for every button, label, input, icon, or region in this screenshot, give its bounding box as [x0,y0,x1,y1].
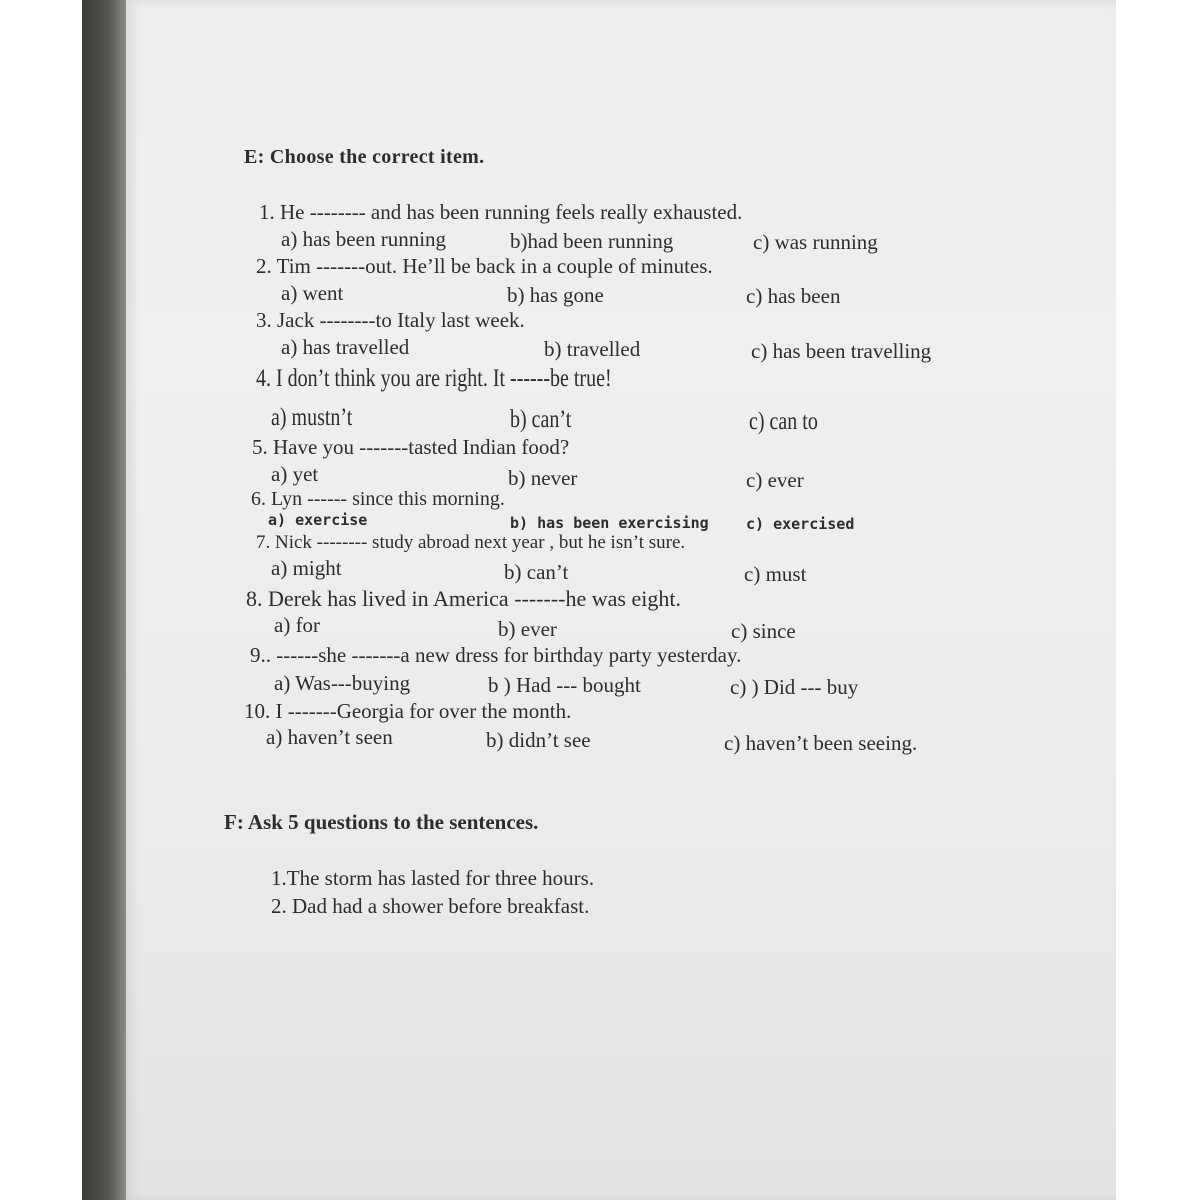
question-4-option-b: b) can’t [510,406,572,433]
question-8-option-c: c) since [731,619,796,643]
question-2: 2. Tim -------out. He’ll be back in a couple of minutes. [256,254,713,278]
question-7-option-c: c) must [744,562,807,586]
document-photo [82,0,1116,1200]
section-f-sentence-2: 2. Dad had a shower before breakfast. [271,894,590,918]
background-table-edge [82,0,126,1200]
question-5-option-a: a) yet [271,462,319,486]
question-9-option-c: c) ) Did --- buy [730,675,859,699]
question-5: 5. Have you -------tasted Indian food? [252,435,570,459]
question-3-option-b: b) travelled [544,337,641,361]
question-4-option-a: a) mustn’t [271,404,353,431]
question-5-option-b: b) never [508,466,578,490]
question-2-option-b: b) has gone [507,283,604,307]
section-f-sentence-1: 1.The storm has lasted for three hours. [271,866,595,890]
question-2-option-c: c) has been [746,284,841,308]
question-6: 6. Lyn ------ since this morning. [251,488,505,510]
question-8-option-b: b) ever [498,617,557,641]
worksheet-page [126,0,1116,1200]
question-1-option-c: c) was running [753,230,878,254]
question-7: 7. Nick -------- study abroad next year , but he isn’t sure. [256,532,686,553]
question-1: 1. He -------- and has been running feels really exhausted. [259,200,743,224]
question-1-option-a: a) has been running [281,227,447,251]
question-10: 10. I -------Georgia for over the month. [244,699,572,723]
question-10-option-a: a) haven’t seen [266,725,393,749]
question-3: 3. Jack --------to Italy last week. [256,308,525,332]
question-1-option-b: b)had been running [510,229,674,253]
question-6-option-b: b) has been exercising [510,514,709,532]
question-9: 9.. ------she -------a new dress for birthday party yesterday. [250,643,742,667]
question-10-option-c: c) haven’t been seeing. [724,731,918,755]
question-4-option-c: c) can to [749,408,818,435]
question-9-option-b: b ) Had --- bought [488,673,641,697]
question-8-option-a: a) for [274,613,321,637]
question-2-option-a: a) went [281,281,344,305]
section-f-heading: F: Ask 5 questions to the sentences. [224,810,539,834]
question-8: 8. Derek has lived in America -------he was eight. [246,586,681,611]
section-e-heading: E: Choose the correct item. [244,146,485,168]
question-3-option-a: a) has travelled [281,335,410,359]
question-10-option-b: b) didn’t see [486,728,591,752]
question-3-option-c: c) has been travelling [751,339,932,363]
question-9-option-a: a) Was---buying [274,671,411,695]
question-4: 4. I don’t think you are right. It ------be true! [256,365,612,392]
question-5-option-c: c) ever [746,468,804,492]
question-7-option-b: b) can’t [504,560,569,584]
question-6-option-c: c) exercised [746,515,855,533]
question-7-option-a: a) might [271,556,342,580]
question-6-option-a: a) exercise [268,511,368,529]
